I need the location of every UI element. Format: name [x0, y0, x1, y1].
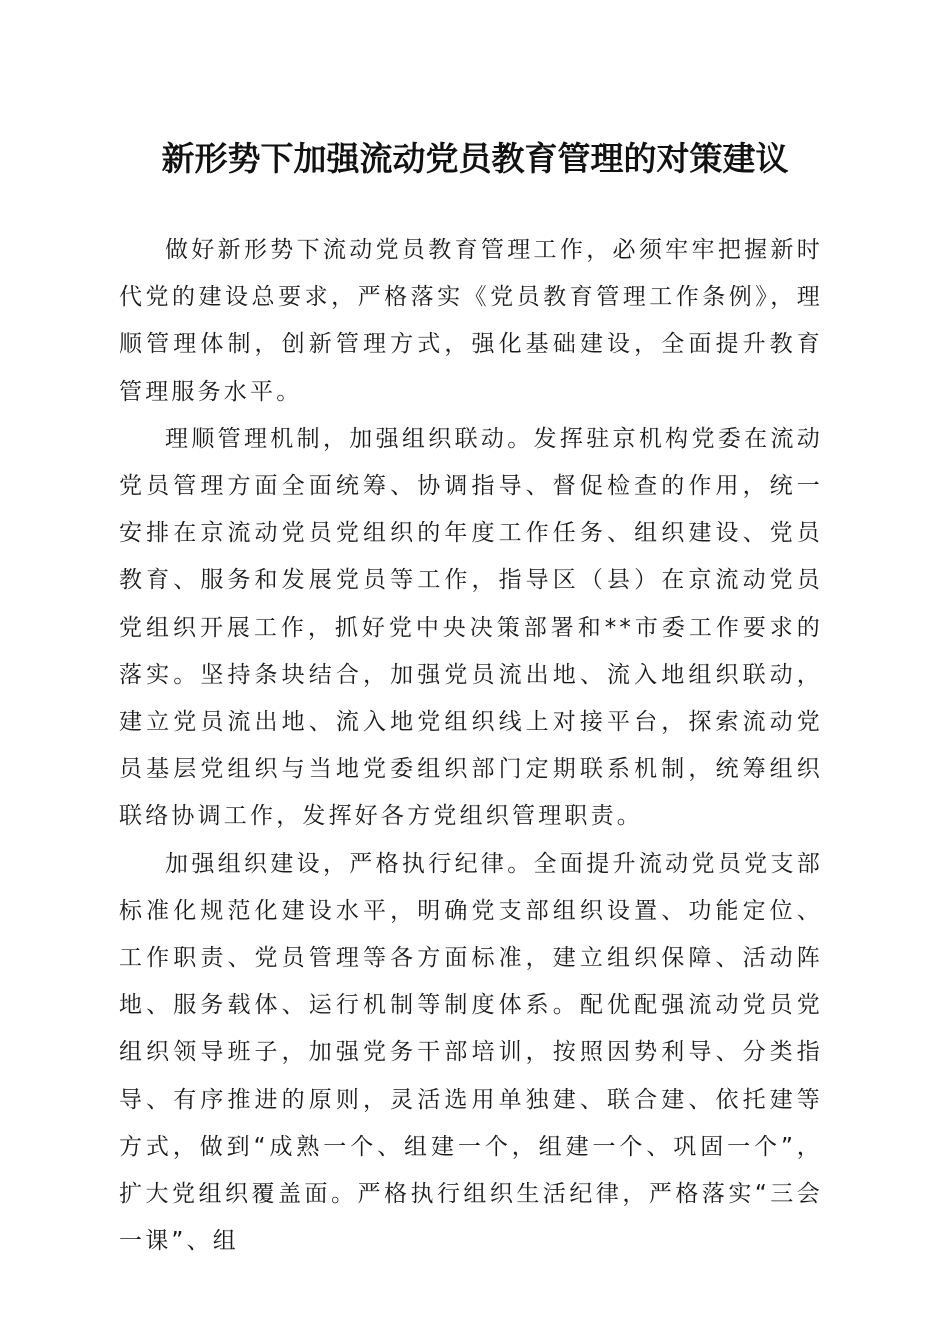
- paragraph-management-mechanism: 理顺管理机制，加强组织联动。发挥驻京机构党委在流动党员管理方面全面统筹、协调指导、督促检查的作用，统一安排在京流动党员党组织的年度工作任务、组织建设、党员教育、服务和发展党员等工作，指导区（县）在京流动党员党组织开展工作，抓好党中央决策部署和**市委工作要求的落实。坚持条块结合，加强党员流出地、流入地组织联动，建立党员流出地、流入地党组织线上对接平台，探索流动党员基层党组织与当地党委组织部门定期联系机制，统筹组织联络协调工作，发挥好各方党组织管理职责。: [119, 425, 823, 830]
- paragraph-organization-building: 加强组织建设，严格执行纪律。全面提升流动党员党支部标准化规范化建设水平，明确党支部组织设置、功能定位、工作职责、党员管理等各方面标准，建立组织保障、活动阵地、服务载体、运行机制等制度体系。配优配强流动党员党组织领导班子，加强党务干部培训，按照因势利导、分类指导、有序推进的原则，灵活选用单独建、联合建、依托建等方式，做到“成熟一个、组建一个，组建一个、巩固一个”，扩大党组织覆盖面。严格执行组织生活纪律，严格落实“三会一课”、组: [119, 850, 823, 1255]
- document-title: 新形势下加强流动党员教育管理的对策建议: [161, 139, 789, 178]
- document-body: [119, 227, 823, 1265]
- paragraph-intro: 做好新形势下流动党员教育管理工作，必须牢牢把握新时代党的建设总要求，严格落实《党员教育管理工作条例》，理顺管理体制，创新管理方式，强化基础建设，全面提升教育管理服务水平。: [119, 237, 823, 405]
